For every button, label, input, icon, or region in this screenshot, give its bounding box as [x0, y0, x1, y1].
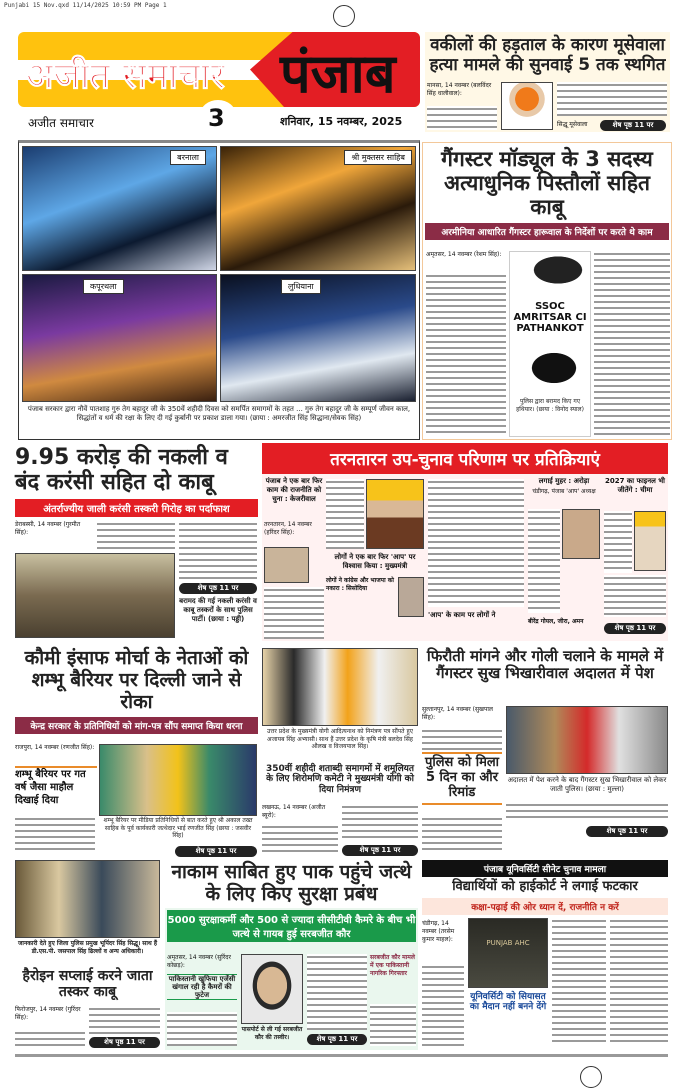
dateline: सुल्तानपुर, 14 नवम्बर (सुखपाल सिंह): — [422, 706, 493, 721]
pull-quote: पाकिस्तानी खुफिया एजेंसी खंगाल रही है कैमरों की फुटेज — [168, 975, 236, 1000]
dateline: चंडीगढ़, 14 नवम्बर (तरसेम कुमार माहल): — [422, 920, 455, 943]
pu-photo: PUNJAB AHC — [468, 918, 548, 988]
photo-caption: शम्भू बैरियर पर मीडिया प्रतिनिधियों से बात करते हुए श्री अकाल तख्त साहिब के पूर्व कार्यकारी जत्थेदार भाई रणजीत सिंह (छाया : जसवीर सिंह) — [103, 817, 253, 839]
pistol-icon — [510, 252, 590, 297]
dateline: अमृतसर, 14 नवम्बर (रेशम सिंह): — [426, 251, 502, 258]
continue-link[interactable]: शेष पृष्ठ 11 पर — [179, 583, 257, 594]
item-title: लगाई मुहर : अरोड़ा — [538, 477, 590, 485]
page-number: 3 — [208, 104, 225, 132]
item-title: 2027 का फाइनल भी जीतेंगे : चीमा — [605, 477, 665, 494]
headline: वकीलों की हड़ताल के कारण मूसेवाला हत्या मामले की सुनवाई 5 तक स्थगित — [429, 35, 666, 75]
photo-feature — [18, 140, 420, 440]
photo-label: श्री मुक्तसर साहिब — [344, 150, 412, 165]
pull-quote: पुलिस को मिला 5 दिन का और रिमांड — [422, 752, 502, 805]
sarabjit-photo — [241, 954, 303, 1024]
story-yogi — [262, 648, 418, 855]
sub-brand: अजीत समाचार — [28, 116, 94, 130]
pull-quote: शम्भू बैरियर पर गत वर्ष जैसा माहौल दिखाई दिया — [15, 766, 97, 807]
photo-muktsar — [220, 146, 416, 271]
story-heroin — [15, 860, 160, 1050]
banner: तरनतारन उप-चुनाव परिणाम पर प्रतिक्रियाएं — [262, 443, 668, 474]
photo-caption: सिद्धू मूसेवाला — [557, 121, 588, 128]
photo-text: SSOC AMRITSAR CI PATHANKOT — [513, 301, 587, 334]
issue-date: शनिवार, 15 नवम्बर, 2025 — [280, 115, 403, 128]
subhead: 5000 सुरक्षाकर्मी और 500 से ज्यादा सीसीटीवी कैमरे के बीच भी जत्थे से गायब हुई सरबजीत कौर — [167, 910, 416, 942]
subhead: अरमीनिया आधारित गैंगस्टर हारूवाल के निर्देशों पर करते थे काम — [425, 223, 669, 240]
headline: गैंगस्टर मॉड्यूल के 3 सदस्य अत्याधुनिक पिस्तौलों सहित काबू — [441, 147, 653, 220]
photo-caption: पुलिस द्वारा बरामद किए गए हथियार। (छाया : विनोद स्याल) — [516, 398, 584, 413]
photo-ludhiana — [220, 274, 416, 402]
heroin-photo — [15, 860, 160, 938]
headline: 350वीं शहीदी शताब्दी समागमों में शमूलियत के लिए शिरोमणि कमेटी ने मुख्यमंत्री योगी को दिया निमंत्रण — [265, 764, 415, 795]
item-title: लोगों ने कांग्रेस और भाजपा को नकारा : सिसोदिया — [326, 577, 394, 592]
story-tarntaran — [262, 443, 668, 641]
cm-photo — [366, 479, 424, 549]
pistol-icon — [510, 338, 590, 398]
photo-kapurthala — [22, 274, 217, 402]
story-pu — [422, 860, 668, 1050]
dateline: लखनऊ, 14 नवम्बर (अजीत ब्यूरो): — [262, 804, 326, 819]
gangster-photo — [506, 706, 668, 774]
arora-photo — [562, 509, 600, 559]
continue-link[interactable]: शेष पृष्ठ 11 पर — [342, 845, 418, 856]
shambhu-photo — [99, 744, 257, 816]
footer-rule — [15, 1054, 668, 1057]
headline: कौमी इंसाफ मोर्चा के नेताओं को शम्भू बैरियर पर दिल्ली जाने से रोका — [24, 647, 249, 713]
subhead: केन्द्र सरकार के प्रतिनिधियों को मांग-पत्र सौंप समाप्त किया धरना — [15, 717, 258, 734]
print-slug: Punjabi 15 Nov.qxd 11/14/2025 10:59 PM Page 1 — [4, 2, 167, 9]
dateline: डेराबस्सी, 14 नवम्बर (गुरमीत सिंह): — [15, 521, 81, 536]
brand-logo: अजीत समाचार — [26, 56, 225, 97]
masthead — [18, 32, 420, 107]
weapons-photo — [509, 251, 591, 437]
continue-link[interactable]: शेष पृष्ठ 11 पर — [604, 623, 666, 634]
headline: हैरोइन सप्लाई करने जाता तस्कर काबू — [22, 968, 153, 1001]
photo-caption: अदालत में पेश करने के बाद गैंगस्टर सुख भिखारीवाल को लेकर जाती पुलिस। (छाया : मुल्ला) — [507, 776, 667, 794]
dateline: फिरोजपुर, 14 नवम्बर (गुरिंदर सिंह): — [15, 1006, 81, 1021]
currency-photo — [15, 553, 175, 638]
photo-caption: उत्तर प्रदेश के मुख्यमंत्री योगी आदित्यनाथ को निमंत्रण पत्र सौंपते हुए अजायब सिंह अभ्यासी। साथ हैं उत्तर प्रदेश के कृषि मंत्री बलदेव सिंह औलख व विजयपाल सिंह। — [266, 728, 413, 750]
item-title: पंजाब ने एक बार फिर काम की राजनीति को चुना : केजरीवाल — [265, 477, 323, 503]
item-title: लोगों ने एक बार फिर 'आप' पर विश्वास किया : मुख्यमंत्री — [334, 553, 416, 570]
subhead: कक्षा-पढ़ाई की ओर ध्यान दें, राजनीति न करें — [422, 898, 668, 915]
side-title: सरबजीत कौर मामले में एक पाकिस्तानी नागरिक गिरफ्तार — [370, 954, 415, 977]
story-pak — [165, 860, 418, 1050]
footer: बीरेंद्र गोयल, जीरा, अमन — [528, 618, 584, 625]
photo-label: बरनाला — [170, 150, 206, 165]
kejriwal-photo — [264, 547, 309, 583]
headline: फिरौती मांगने और गोली चलाने के मामले में गैंगस्टर सुख भिखारीवाल अदालत में पेश — [426, 647, 664, 683]
story-moosewala — [425, 32, 670, 132]
dateline: मानसा, 14 नवम्बर (बलविंदर सिंह धालीवाल): — [427, 82, 492, 97]
registration-mark-icon — [333, 5, 355, 27]
sisodia-photo — [398, 577, 424, 617]
story-gangster — [422, 142, 672, 440]
continue-link[interactable]: शेष पृष्ठ 11 पर — [307, 1034, 367, 1045]
headline: 9.95 करोड़ की नकली व बंद करंसी सहित दो काबू — [15, 445, 228, 496]
continue-link[interactable]: शेष पृष्ठ 11 पर — [175, 846, 257, 857]
photo-caption: पासपोर्ट से ली गई सरबजीत कौर की तस्वीर। — [241, 1026, 303, 1041]
pull-quote: यूनिवर्सिटी को सियासत का मैदान नहीं बनने देंगे — [469, 992, 547, 1013]
continue-link[interactable]: शेष पृष्ठ 11 पर — [586, 826, 668, 837]
continue-link[interactable]: शेष पृष्ठ 11 पर — [89, 1037, 160, 1048]
photo-label: लुधियाना — [281, 279, 321, 294]
story-currency — [15, 445, 258, 640]
photo-label: कपूरथला — [83, 279, 124, 294]
edition-title: पंजाब — [280, 42, 396, 105]
dateline: राजपुरा, 14 नवम्बर (रणजीत सिंह): — [15, 744, 95, 751]
dateline: चंडीगढ़, पंजाब 'आप' अध्यक्ष — [532, 488, 596, 495]
dateline: तरनतारन, 14 नवम्बर (हरिंदर सिंह): — [264, 521, 312, 536]
cheema-photo — [634, 511, 666, 571]
photo-caption: जानकारी देते हुए जिला पुलिस प्रमुख भूपिंदर सिंह सिद्धू। साथ हैं डी.एस.पी. जसपाल सिंह ढिल्लों व अन्य अधिकारी। — [17, 940, 158, 955]
yogi-photo — [262, 648, 418, 726]
photo-barnala — [22, 146, 217, 271]
story-ransom — [422, 648, 668, 858]
item-title: 'आप' के काम पर लोगों ने — [428, 611, 496, 619]
subhead: अंतर्राज्यीय जाली करंसी तस्करी गिरोह का पर्दाफाश — [15, 499, 258, 517]
photo-caption: बरामद की गई नकली करंसी व काबू तस्करों के साथ पुलिस पार्टी। (छाया : पड्डी) — [179, 597, 257, 624]
headline: नाकाम साबित हुए पाक पहुंचे जत्थे के लिए किए सुरक्षा प्रबंध — [165, 860, 418, 908]
photo-caption: पंजाब सरकार द्वारा नौवें पातशाह गुरु तेग बहादुर जी के 350वें शहीदी दिवस को समर्पित समागमों के तहत ... गुरु तेग बहादुर जी के सम्पूर्ण जीवन काल, सिद्धांतों व धर्म की रक्षा के लिए दी गई कुर्बानी पर प्रकाश डाला गया। (छाया : अमरजीत सिंह सिद्धाना/सेवक सिंह) — [27, 405, 411, 423]
story-shambhu — [15, 648, 258, 855]
dateline: अमृतसर, 14 नवम्बर (सुरिंदर कोछड़): — [167, 954, 231, 969]
moosewala-photo — [501, 82, 553, 130]
kicker: पंजाब यूनिवर्सिटी सीनेट चुनाव मामला — [422, 860, 668, 877]
continue-link[interactable]: शेष पृष्ठ 11 पर — [600, 120, 666, 131]
registration-mark-icon — [580, 1066, 602, 1088]
headline: विद्यार्थियों को हाईकोर्ट ने लगाई फटकार — [452, 879, 638, 894]
